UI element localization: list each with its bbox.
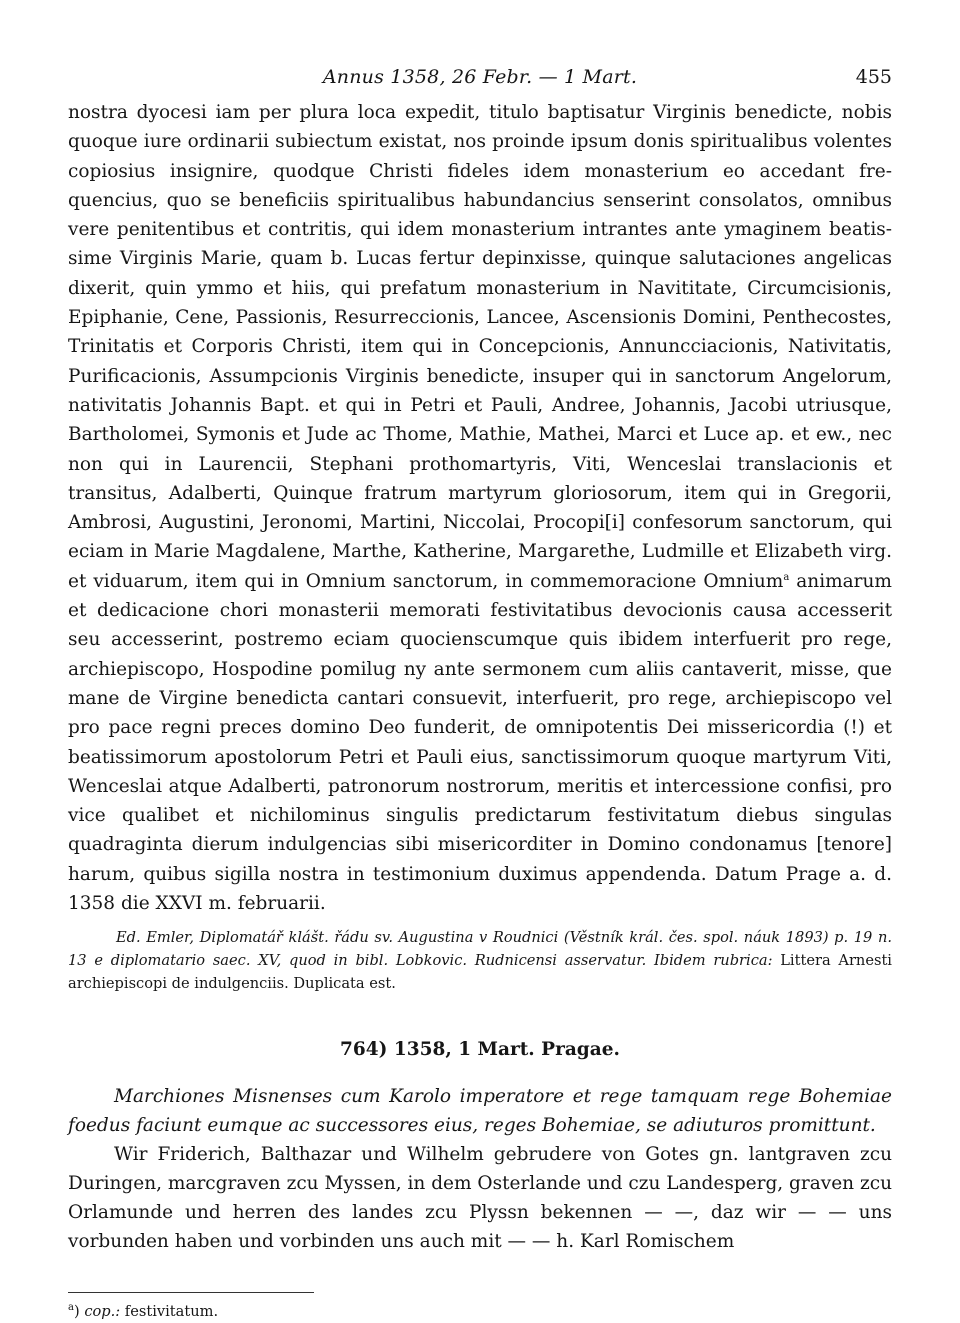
footnote-rule xyxy=(68,1292,314,1293)
running-head xyxy=(68,62,892,98)
german-text: Wir Friderich, Balthazar und Wilhelm gebrudere von Gotes gn. lantgraven zcu Duringen, marcgraven zcu Myssen, in dem Osterlande und czu Landesperg, graven zcu Orlamunde und herren des landes zcu Plyssn bekennen — —, daz wir — — uns vorbunden haben und vorbinden uns auch mit — — h. Karl Romischem xyxy=(68,1144,892,1253)
footnote: $^a$) cop.: festivitatum. xyxy=(68,1302,219,1321)
charter-text-part2: animarum et dedicacione chori monasterii memorati festivitatibus devocionis causa accesserit seu accesserint, postremo eciam quocienscumque quis ibidem interfuerit pro rege, archiepiscopo, Hospodine pomilug ny ante sermonem cum aliis cantaverit, misse, que mane de Virgine benedicta cantari consuevit, interfuerit, pro rege, archiepiscopo vel pro pace regni preces domino Deo funderit, de omnipotentis Dei missericordia (!) et beatissimorum apostolorum Petri et Pauli eius, sanctissimorum quoque martyrum Viti, Wenceslai atque Adalberti, patronorum nostrorum, meritis et intercessione confisi, pro vice qualibet et nichilominus singulis predictarum festivitatum diebus singulas quadraginta dierum indulgencias sibi misericorditer in Domino condonamus [tenore] harum, quibus sigilla nostra in testimonium duximus appendenda. Datum Prage a. d. 1358 die XXVI m. februarii. xyxy=(68,570,892,915)
editorial-note xyxy=(68,926,892,995)
editorial-note-citation: Ed. Emler, Diplomatář klášt. řádu sv. Augustina v Roudnici (Věstník král. čes. spol. náuk 1893) p. 19 n. 13 e diplomatario saec. XV, quod in bibl. Lobkovic. Rudnicensi asservatur. Ibidem rubrica: xyxy=(68,929,892,970)
footnote-label: cop.: xyxy=(84,1303,121,1321)
charter-text xyxy=(68,98,892,918)
editorial-note-rubric: Littera Arnesti archiepiscopi de indulgenciis. Duplicata est. xyxy=(68,952,892,993)
footnote-number: a xyxy=(68,1302,74,1314)
footnote-text: festivitatum. xyxy=(120,1303,219,1321)
charter-text-part1: nostra dyocesi iam per plura loca expedit, titulo baptisatur Virginis benedicte, nobis quoque iure ordinarii subiectum existat, nos proinde ipsum donis spiritualibus volentes copiosius insignire, quodque Christi fideles idem monasterium eo accedant frequencius, quo se beneficiis spiritualibus habundancius senserint consolatos, omnibus vere penitentibus et contritis, qui idem monasterium intrantes ante ymaginem beatissime Virginis Marie, quam b. Lucas fertur depinxisse, quinque salutaciones angelicas dixerit, quin ymmo et hiis, qui prefatum monasterium in Navititate, Circumcisionis, Epiphanie, Cene, Passionis, Resurreccionis, Lancee, Ascensionis Domini, Penthecostes, Trinitatis et Corporis Christi, item qui in Concepcionis, Annuncciacionis, Nativitatis, Purificacionis, Assumpcionis Virginis benedicte, insuper qui in sanctorum Angelorum, nativitatis Johannis Bapt. et qui in Petri et Pauli, Andree, Johannis, Jacobi utriusque, Bartholomei, Symonis et Jude ac Thome, Mathie, Mathei, Marci et Luce ap. et ew., nec non qui in Laurencii, Stephani prothomartyris, Viti, Wenceslai translacionis et transitus, Adalberti, Quinque fratrum martyrum gloriosorum, item qui in Gregorii, Ambrosi, Augustini, Jeronomi, Martini, Niccolai, Procopi[i] confesorum sanctorum, qui eciam in Marie Magdalene, Marthe, Katherine, Margarethe, Ludmille et Elizabeth virg. et viduarum, item qui in Omnium sanctorum, in commemoracione Omnium xyxy=(68,102,892,592)
running-title: Annus 1358, 26 Febr. — 1 Mart. xyxy=(322,66,638,88)
regest: Marchiones Misnenses cum Karolo imperatore et rege tamquam rege Bohemiae foedus faciunt eumque ac successores eius, reges Bohemiae, se adiuturos promittunt. xyxy=(68,1086,892,1137)
footnote-marker: a xyxy=(783,571,790,583)
page-number: 455 xyxy=(855,66,892,88)
document-heading: 764) 1358, 1 Mart. Pragae. xyxy=(340,1039,620,1061)
